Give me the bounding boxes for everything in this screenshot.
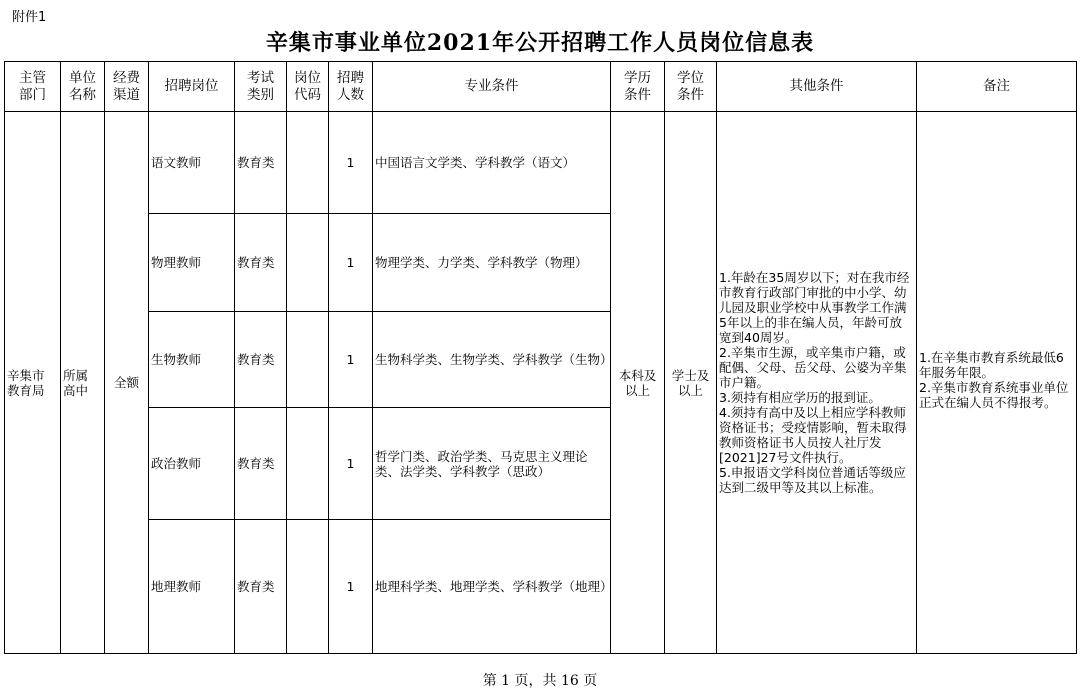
cell-code <box>287 214 329 312</box>
other-condition-3: 3.须持有相应学历的报到证。 <box>719 390 881 405</box>
other-condition-2: 2.辛集市生源，或辛集市户籍，或配偶、父母、岳父母、公婆为辛集市户籍。 <box>719 345 907 390</box>
header-fund: 经费 渠道 <box>105 62 149 112</box>
remark-2: 2.辛集市教育系统事业单位正式在编人员不得报考。 <box>919 379 1069 410</box>
page-number: 第 1 页，共 16 页 <box>482 673 598 689</box>
cell-code <box>287 112 329 214</box>
cell-major: 哲学门类、政治学类、马克思主义理论类、法学类、学科教学（思政） <box>373 408 611 520</box>
header-degree: 学位 条件 <box>665 62 717 112</box>
cell-post: 地理教师 <box>149 520 235 654</box>
cell-post: 物理教师 <box>149 214 235 312</box>
remark-1: 1.在辛集市教育系统最低6年服务年限。 <box>919 349 1064 380</box>
cell-exam: 教育类 <box>235 214 287 312</box>
cell-post: 生物教师 <box>149 312 235 408</box>
header-edu: 学历 条件 <box>611 62 665 112</box>
cell-unit: 所属 高中 <box>61 112 105 654</box>
header-dept: 主管 部门 <box>5 62 61 112</box>
cell-code <box>287 312 329 408</box>
cell-major: 地理科学类、地理学类、学科教学（地理） <box>373 520 611 654</box>
header-remark: 备注 <box>917 62 1077 112</box>
header-major: 专业条件 <box>373 62 611 112</box>
cell-exam: 教育类 <box>235 408 287 520</box>
recruitment-table <box>4 61 1077 654</box>
cell-count: 1 <box>329 408 373 520</box>
header-code: 岗位 代码 <box>287 62 329 112</box>
header-row <box>5 62 1077 112</box>
cell-post: 政治教师 <box>149 408 235 520</box>
cell-exam: 教育类 <box>235 112 287 214</box>
cell-code <box>287 408 329 520</box>
cell-count: 1 <box>329 520 373 654</box>
cell-code <box>287 520 329 654</box>
cell-major: 中国语言文学类、学科教学（语文） <box>373 112 611 214</box>
header-unit: 单位 名称 <box>61 62 105 112</box>
cell-remark <box>917 112 1077 654</box>
cell-exam: 教育类 <box>235 520 287 654</box>
header-other: 其他条件 <box>717 62 917 112</box>
cell-other-conditions <box>717 112 917 654</box>
cell-count: 1 <box>329 312 373 408</box>
attachment-label: 附件1 <box>12 10 47 25</box>
other-condition-5: 5.申报语文学科岗位普通话等级应达到二级甲等及其以上标准。 <box>719 465 906 495</box>
table-row <box>5 112 1077 214</box>
cell-exam: 教育类 <box>235 312 287 408</box>
cell-post: 语文教师 <box>149 112 235 214</box>
header-count: 招聘 人数 <box>329 62 373 112</box>
header-post: 招聘岗位 <box>149 62 235 112</box>
cell-count: 1 <box>329 112 373 214</box>
cell-major: 生物科学类、生物学类、学科教学（生物） <box>373 312 611 408</box>
page-title: 辛集市事业单位2021年公开招聘工作人员岗位信息表 <box>265 30 815 56</box>
other-condition-4: 4.须持有高中及以上相应学科教师资格证书；受疫情影响，暂未取得教师资格证书人员按人社厅发[2021]27号文件执行。 <box>719 405 907 465</box>
header-exam: 考试 类别 <box>235 62 287 112</box>
cell-fund: 全额 <box>105 112 149 654</box>
cell-degree: 学士及 以上 <box>665 112 717 654</box>
cell-major: 物理学类、力学类、学科教学（物理） <box>373 214 611 312</box>
cell-count: 1 <box>329 214 373 312</box>
cell-dept: 辛集市 教育局 <box>5 112 61 654</box>
cell-edu: 本科及 以上 <box>611 112 665 654</box>
other-condition-1: 1.年龄在35周岁以下；对在我市经市教育行政部门审批的中小学、幼儿园及职业学校中从事教学工作满5年以上的非在编人员，年龄可放宽到40周岁。 <box>719 270 910 345</box>
